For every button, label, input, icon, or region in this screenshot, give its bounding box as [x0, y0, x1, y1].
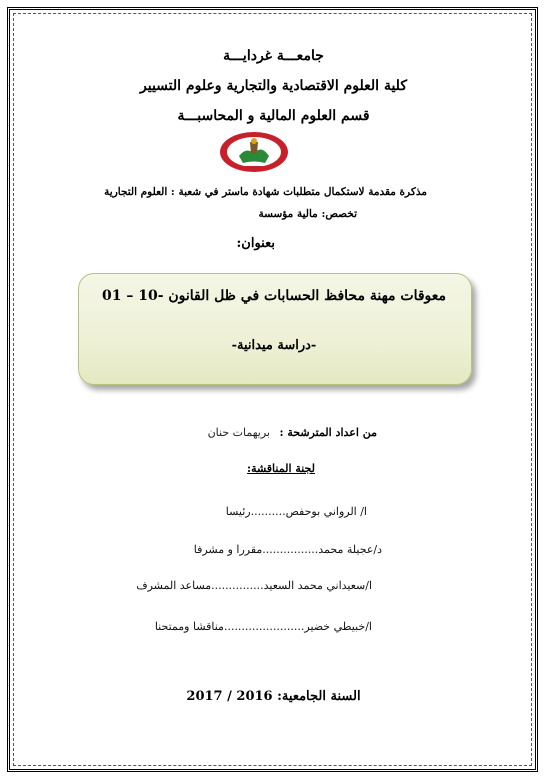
committee-member: ا/سعيداني محمد السعيد...............مساعد المشرف	[136, 579, 372, 592]
memo-statement: مذكرة مقدمة لاستكمال متطلبات شهادة ماستر في شعبة : العلوم التجارية	[104, 186, 427, 198]
university-logo-icon	[217, 130, 291, 174]
department-name: قسم العلوم المالية و المحاسبـــة	[177, 108, 370, 124]
academic-year: السنة الجامعية: 2016 / 2017	[186, 689, 361, 704]
student-name: بريهمات حنان	[207, 426, 270, 439]
specialty: تخصص: مالية مؤسسة	[258, 208, 357, 220]
committee-heading: لجنة المناقشة:	[247, 462, 315, 475]
title-label: بعنوان:	[236, 236, 275, 251]
committee-member: د/عجيلة محمد................مقررا و مشرفا	[193, 543, 382, 556]
thesis-subtitle: -دراسة ميدانية-	[231, 338, 317, 353]
student-label: من اعداد المترشحة :	[279, 426, 377, 439]
student-line	[208, 426, 377, 439]
committee-member: ا/خبيطي خضير.......................مناقشا وممتحنا	[154, 620, 372, 633]
faculty-name: كلية العلوم الاقتصادية والتجارية وعلوم التسيير	[140, 78, 407, 94]
thesis-title: معوقات مهنة محافظ الحسابات في ظل القانون -10 – 01	[101, 288, 447, 304]
university-name: جامعـــة غردايـــة	[223, 48, 324, 64]
committee-member: ا/ الرواني بوحفص..........رئيسا	[225, 505, 367, 518]
page-border-inner	[13, 13, 532, 766]
